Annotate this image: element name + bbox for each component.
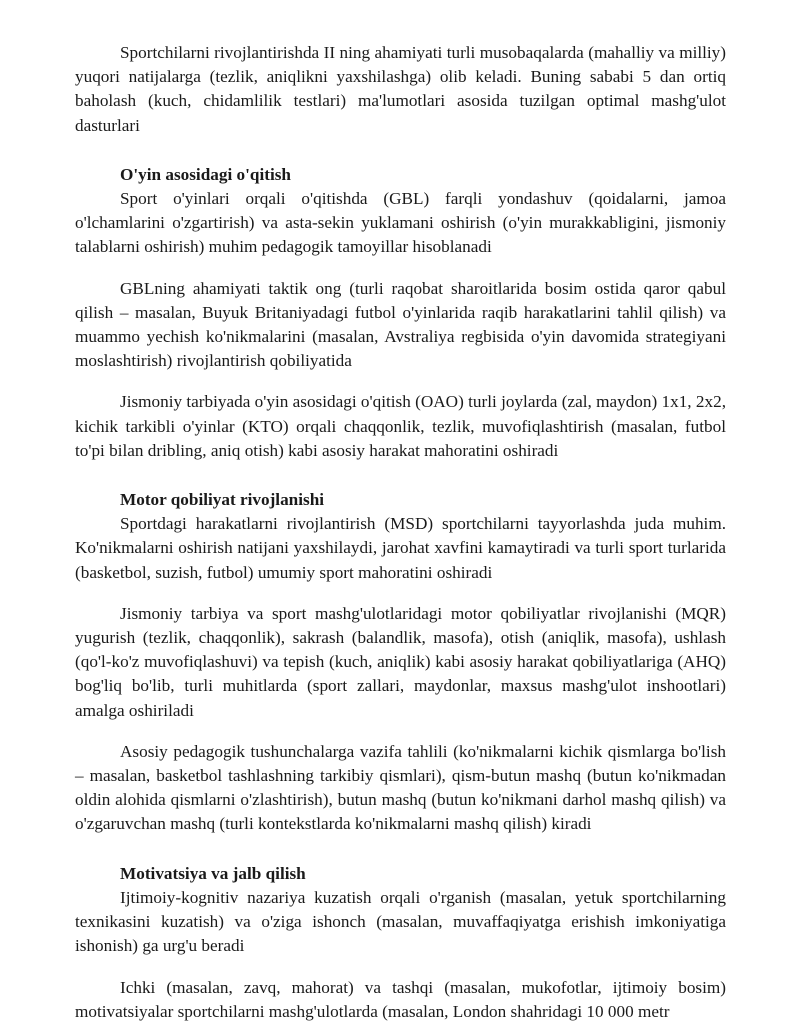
heading-motivation: Motivatsiya va jalb qilish: [120, 863, 306, 883]
paragraph-ii-importance: Sportchilarni rivojlantirishda II ning ahamiyati turli musobaqalarda (mahalliy va milliy) yuqori natijalarga (tezlik, aniqlikni yaxshilashga) olib keladi. Buning sababi 5 dan ortiq baholash (kuch, chidamlilik testlari) ma'lumotlari asosida tuzilgan optimal mashg'ulot dasturlari: [75, 43, 726, 135]
heading-motor-development: Motor qobiliyat rivojlanishi: [120, 490, 325, 510]
paragraph-social-cognitive: Ijtimoiy-kognitiv nazariya kuzatish orqali o'rganish (masalan, yetuk sportchilarning texnikasini kuzatish) va o'ziga ishonch (masalan, muvaffaqiyatga erishish imkoniyatiga ishonish) ga urg'u beradi: [75, 887, 726, 956]
paragraph-motivation-types: Ichki (masalan, zavq, mahorat) va tashqi (masalan, mukofotlar, ijtimoiy bosim) motivatsiyalar sportchilarni mashg'ulotlarda (masalan, London shahridagi 10 000 metr: [75, 977, 726, 1021]
paragraph-pedagogy-concepts: Asosiy pedagogik tushunchalarga vazifa tahlili (ko'nikmalarni kichik qismlarga bo'lish – masalan, basketbol tashlashning tarkibiy qismlari), qism-butun mashq (butun ko'nikmadan oldin alohida qismlarni o'zlashtirish), butun mashq (butun ko'nikmani darhol mashq qilish) va o'zgaruvchan mashq (turli kontekstlarda ko'nikmalarni mashq qilish) kiradi: [75, 741, 726, 834]
paragraph-msd: Sportdagi harakatlarni rivojlantirish (MSD) sportchilarni tayyorlashda juda muhim. Ko'nikmalarni oshirish natijani yaxshilaydi, jarohat xavfini kamaytiradi va turli sport turlarida (basketbol, suzish, futbol) umumiy sport mahoratini oshiradi: [75, 514, 726, 582]
paragraph-mqr: Jismoniy tarbiya va sport mashg'ulotlaridagi motor qobiliyatlar rivojlanishi (MQR) yugurish (tezlik, chaqqonlik), sakrash (balandlik, masofa), otish (aniqlik, masofa), ushlash (qo'l-ko'z muvofiqlashuvi) va tepish (kuch, aniqlik) kabi asosiy harakat qobiliyatlariga (AHQ) bog'liq bo'lib, turli muhitlarda (sport zallari, maydonlar, maxsus mashg'ulot inshootlari) amalga oshiriladi: [75, 603, 726, 720]
paragraph-oao: Jismoniy tarbiyada o'yin asosidagi o'qitish (OAO) turli joylarda (zal, maydon) 1x1, 2x2, kichik tarkibli o'yinlar (KTO) orqali chaqqonlik, tezlik, muvofiqlashtirish (masalan, futbol to'pi bilan dribling, aniq otish) kabi asosiy harakat mahoratini oshiradi: [75, 392, 726, 460]
document-page: [75, 41, 726, 1024]
paragraph-gbl-approach: Sport o'yinlari orqali o'qitishda (GBL) farqli yondashuv (qoidalarni, jamoa o'lchamlarini o'zgartirish) va asta-sekin yuklamani oshirish (o'yin murakkabligini, jismoniy talablarni oshirish) muhim pedagogik tamoyillar hisoblanadi: [75, 189, 726, 257]
heading-game-based-learning: O'yin asosidagi o'qitish: [120, 164, 291, 184]
paragraph-gbl-importance: GBLning ahamiyati taktik ong (turli raqobat sharoitlarida bosim ostida qaror qabul qilish – masalan, Buyuk Britaniyadagi futbol o'yinlarida raqib harakatlarini tahlil qilish) va muammo yechish ko'nikmalarini (masalan, Avstraliya regbisida o'yin davomida strategiyani moslashtirish) rivojlantirish qobiliyatida: [75, 278, 726, 371]
